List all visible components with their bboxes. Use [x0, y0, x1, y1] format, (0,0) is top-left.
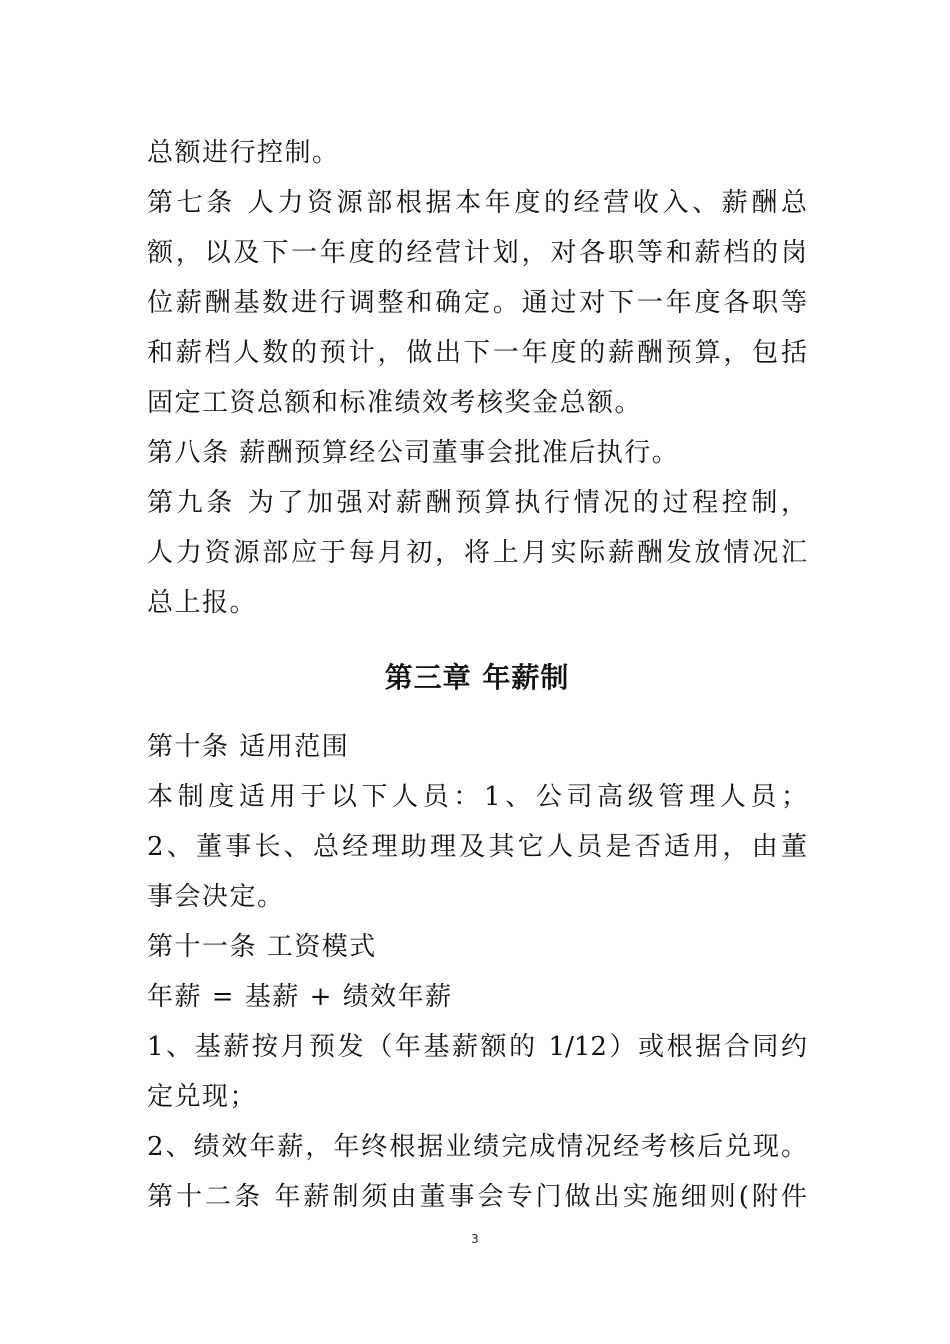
text-line: 和薪档人数的预计，做出下一年度的薪酬预算，包括 — [147, 338, 807, 368]
text-line: 第十条 适用范围 — [147, 732, 350, 762]
text-line: 2、绩效年薪，年终根据业绩完成情况经考核后兑现。 — [147, 1132, 807, 1162]
page-body — [147, 128, 807, 1222]
text-line: 定兑现； — [147, 1082, 258, 1112]
text-line: 第十一条 工资模式 — [147, 932, 377, 962]
text-line: 第十二条 年薪制须由董事会专门做出实施细则(附件 — [147, 1182, 807, 1212]
text-line: 1、基薪按月预发（年基薪额的 1/12）或根据合同约 — [147, 1032, 807, 1062]
text-line: 人力资源部应于每月初，将上月实际薪酬发放情况汇 — [147, 538, 807, 568]
text-line: 事会决定。 — [147, 882, 285, 912]
text-line: 固定工资总额和标准绩效考核奖金总额。 — [147, 388, 643, 418]
text-line: 第八条 薪酬预算经公司董事会批准后执行。 — [147, 438, 680, 468]
text-line: 第九条 为了加强对薪酬预算执行情况的过程控制， — [147, 488, 807, 518]
text-line: 第七条 人力资源部根据本年度的经营收入、薪酬总 — [147, 188, 807, 218]
chapter-heading: 第三章 年薪制 — [384, 661, 570, 694]
page-number: 3 — [471, 1232, 479, 1246]
text-line: 2、董事长、总经理助理及其它人员是否适用，由董 — [147, 832, 807, 862]
text-line: 年薪 = 基薪 + 绩效年薪 — [147, 982, 453, 1012]
text-line: 位薪酬基数进行调整和确定。通过对下一年度各职等 — [147, 288, 807, 318]
text-line: 本制度适用于以下人员：1、公司高级管理人员； — [147, 782, 807, 812]
text-line: 总额进行控制。 — [147, 138, 340, 168]
text-line: 额，以及下一年度的经营计划，对各职等和薪档的岗 — [147, 238, 807, 268]
text-line: 总上报。 — [147, 588, 258, 618]
